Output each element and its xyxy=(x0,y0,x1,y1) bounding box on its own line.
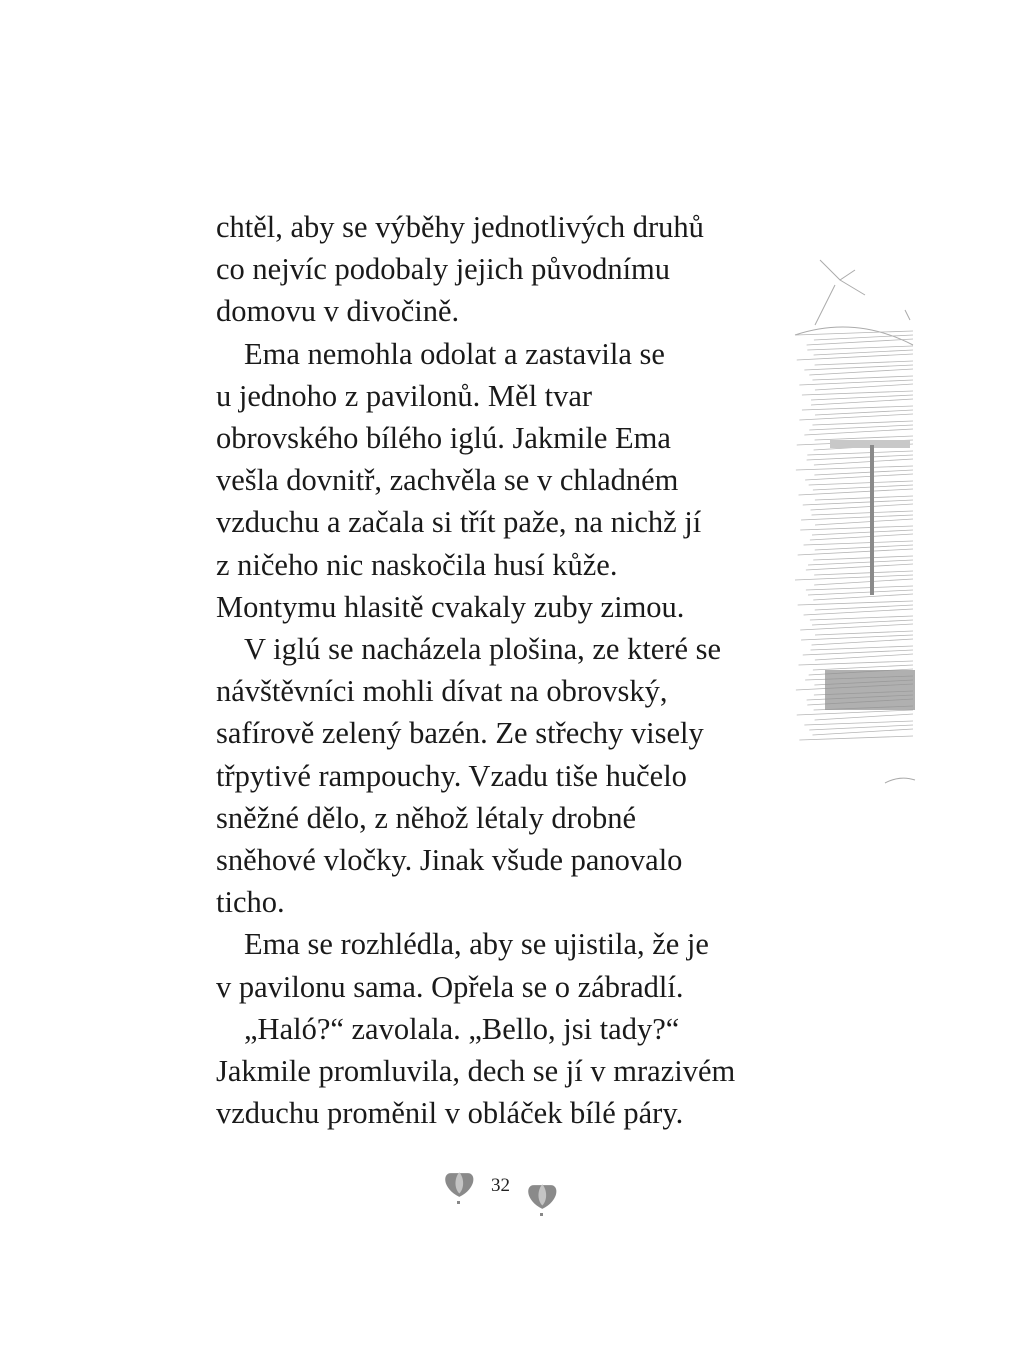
text-line: vzduchu a začala si třít paže, na nichž jí xyxy=(216,505,702,540)
text-line: chtěl, aby se výběhy jednotlivých druhů xyxy=(216,210,704,244)
text-line: návštěvníci mohli dívat na obrovský, xyxy=(216,674,668,709)
page-number: 32 xyxy=(491,1175,510,1196)
pencil-illustration-igloo xyxy=(785,225,920,785)
text-line: třpytivé rampouchy. Vzadu tiše hučelo xyxy=(216,758,687,793)
hot-air-balloon-icon xyxy=(445,1172,473,1204)
text-line: z ničeho nic naskočila husí kůže. xyxy=(216,547,618,582)
text-line: sněžné dělo, z něhož létaly drobné xyxy=(216,800,637,835)
text-line: v pavilonu sama. Opřela se o zábradlí. xyxy=(216,969,684,1004)
text-line: safírově zelený bazén. Ze střechy visely xyxy=(216,716,704,751)
text-line: V iglú se nacházela plošina, ze které se xyxy=(244,632,722,666)
text-line: obrovského bílého iglú. Jakmile Ema xyxy=(216,421,671,455)
text-line: u jednoho z pavilonů. Měl tvar xyxy=(216,378,593,413)
text-line: ticho. xyxy=(216,885,285,920)
text-line: „Haló?“ zavolala. „Bello, jsi tady?“ xyxy=(244,1011,680,1046)
text-line: Jakmile promluvila, dech se jí v mrazivém xyxy=(216,1054,736,1088)
text-line: Ema nemohla odolat a zastavila se xyxy=(244,336,665,371)
text-line: domovu v divočině. xyxy=(216,294,460,329)
hot-air-balloon-icon xyxy=(528,1184,556,1216)
text-line: vzduchu proměnil v obláček bílé páry. xyxy=(216,1096,684,1131)
text-line: Ema se rozhlédla, aby se ujistila, že je xyxy=(244,927,709,962)
text-line: sněhové vločky. Jinak všude panovalo xyxy=(216,843,683,877)
text-line: Montymu hlasitě cvakaly zuby zimou. xyxy=(216,589,685,624)
text-line: co nejvíc podobaly jejich původnímu xyxy=(216,252,671,287)
text-line: vešla dovnitř, zachvěla se v chladném xyxy=(216,463,679,498)
